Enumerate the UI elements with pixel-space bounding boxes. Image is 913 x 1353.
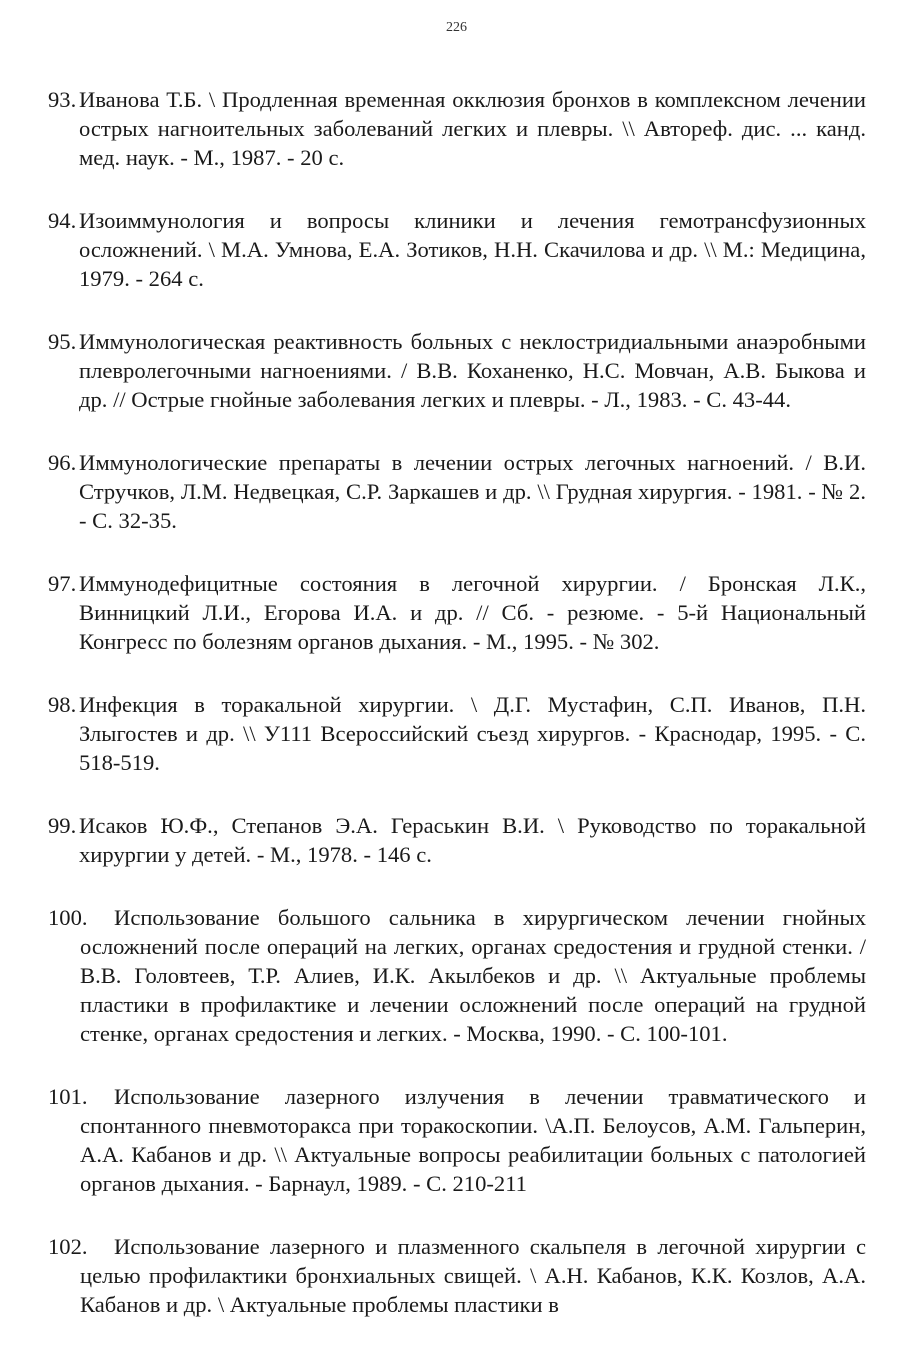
reference-text: Иммунологическая реактивность больных с неклостридиальными анаэробными плевролегочными нагноениями. / В.В. Коханенко, Н.С. Мовчан, А.В. Быкова и др. // Острые гнойные заболевания легких и плевры. - Л., 1983. - С. 43-44. (79, 329, 866, 412)
page-number: 226 (446, 20, 467, 35)
reference-item (48, 85, 866, 172)
reference-number: 94. (48, 208, 77, 233)
reference-number: 98. (48, 692, 77, 717)
reference-number: 99. (48, 813, 77, 838)
reference-item (48, 569, 866, 656)
reference-number: 93. (48, 87, 77, 112)
reference-item (48, 448, 866, 535)
reference-text: Иммунодефицитные состояния в легочной хирургии. / Бронская Л.К., Винницкий Л.И., Егорова И.А. и др. // Сб. - резюме. - 5-й Национальный Конгресс по болезням органов дыхания. - М., 1995. - № 302. (79, 571, 866, 654)
reference-number: 95. (48, 329, 77, 354)
reference-number: 96. (48, 450, 77, 475)
reference-item (48, 811, 866, 869)
reference-text: Инфекция в торакальной хирургии. \ Д.Г. Мустафин, С.П. Иванов, П.Н. Злыгостев и др. \\ У111 Всероссийский съезд хирургов. - Краснодар, 1995. - С. 518-519. (79, 692, 866, 775)
reference-item (48, 1232, 866, 1319)
reference-number: 101. (48, 1084, 88, 1109)
reference-item (48, 1082, 866, 1198)
reference-text: Иванова Т.Б. \ Продленная временная окклюзия бронхов в комплексном лечении острых нагноительных заболеваний легких и плевры. \\ Автореф. дис. ... канд. мед. наук. - М., 1987. - 20 с. (79, 87, 866, 170)
reference-list (48, 85, 866, 1353)
reference-item (48, 206, 866, 293)
reference-text: Использование большого сальника в хирургическом лечении гнойных осложнений после операций на легких, органах средостения и грудной стенки. / В.В. Головтеев, Т.Р. Алиев, И.К. Акылбеков и др. \\ Актуальные проблемы пластики в профилактике и лечении осложнений после операций на грудной стенке, органах средостения и легких. - Москва, 1990. - С. 100-101. (80, 905, 866, 1046)
reference-text: Иммунологические препараты в лечении острых легочных нагноений. / В.И. Стручков, Л.М. Недвецкая, С.Р. Заркашев и др. \\ Грудная хирургия. - 1981. - № 2. - С. 32-35. (79, 450, 866, 533)
reference-number: 100. (48, 905, 88, 930)
reference-item (48, 903, 866, 1048)
reference-item (48, 690, 866, 777)
reference-number: 102. (48, 1234, 88, 1259)
reference-text: Использование лазерного излучения в лечении травматического и спонтанного пневмоторакса при торакоскопии. \А.П. Белоусов, А.М. Гальперин, А.А. Кабанов и др. \\ Актуальные вопросы реабилитации больных с патологией органов дыхания. - Барнаул, 1989. - С. 210-211 (80, 1084, 866, 1196)
reference-text: Изоиммунология и вопросы клиники и лечения гемотрансфузионных осложнений. \ М.А. Умнова, Е.А. Зотиков, Н.Н. Скачилова и др. \\ М.: Медицина, 1979. - 264 с. (79, 208, 866, 291)
reference-item (48, 327, 866, 414)
reference-number: 97. (48, 571, 77, 596)
reference-text: Исаков Ю.Ф., Степанов Э.А. Гераськин В.И. \ Руководство по торакальной хирургии у детей. - М., 1978. - 146 с. (79, 813, 866, 867)
reference-text: Использование лазерного и плазменного скальпеля в легочной хирургии с целью профилактики бронхиальных свищей. \ А.Н. Кабанов, К.К. Козлов, А.А. Кабанов и др. \ Актуальные проблемы пластики в (80, 1234, 866, 1317)
